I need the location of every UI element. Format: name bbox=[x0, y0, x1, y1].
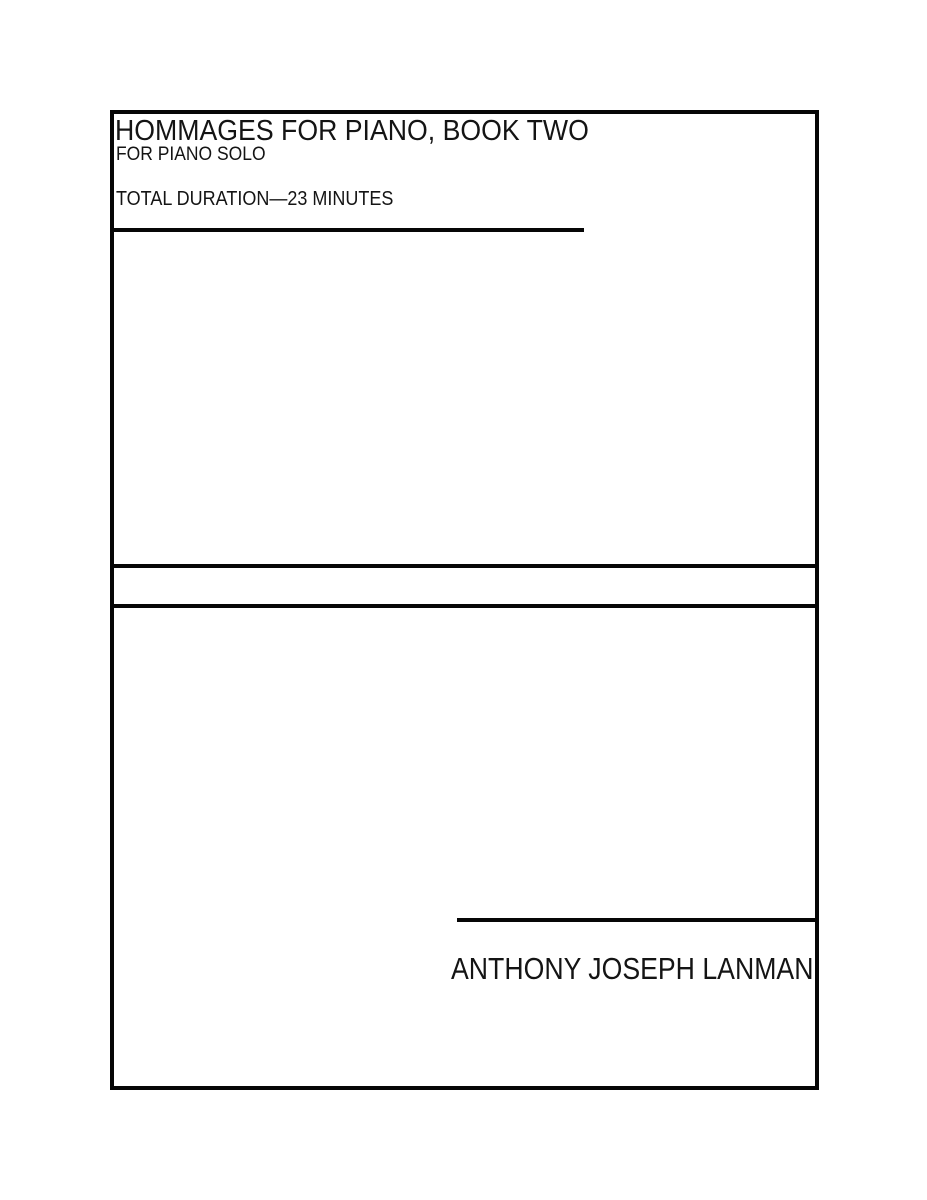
title-underline-rule bbox=[110, 228, 584, 232]
work-title: HOMMAGES FOR PIANO, BOOK TWO bbox=[115, 115, 589, 147]
composer-name: ANTHONY JOSEPH LANMAN bbox=[450, 951, 813, 986]
composer-overline-rule bbox=[457, 918, 819, 922]
upper-divider-rule bbox=[110, 564, 819, 568]
cover-frame bbox=[110, 110, 819, 1090]
instrumentation-subtitle: FOR PIANO SOLO bbox=[116, 144, 266, 165]
total-duration: TOTAL DURATION—23 MINUTES bbox=[116, 188, 394, 210]
lower-divider-rule bbox=[110, 604, 819, 608]
